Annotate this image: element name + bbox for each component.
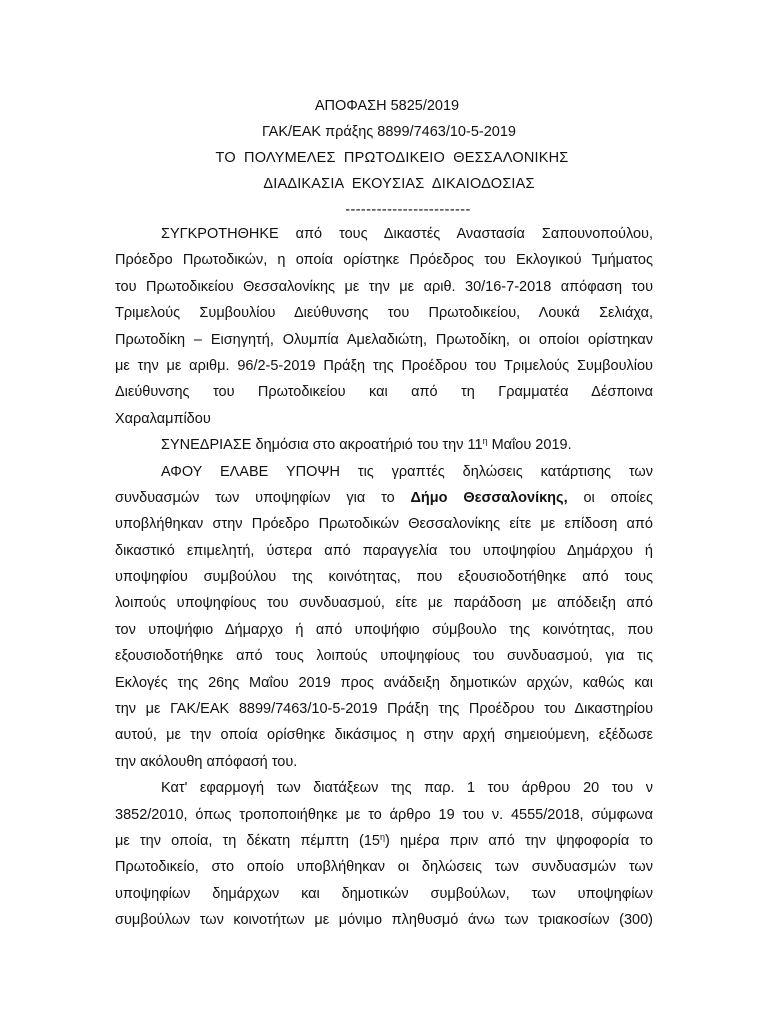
ordinal-superscript: η [482, 436, 488, 447]
text-line: ΣΥΓΚΡΟΤΗΘΗΚΕ από τους Δικαστές Αναστασία Σαπουνοπούλου, [161, 226, 653, 242]
text-line: Εκλογές της 26ης Μαΐου 2019 προς ανάδειξη δημοτικών αρχών, καθώς και [115, 674, 653, 691]
text-fragment: ) ημέρα πριν από την ψηφοφορία το [385, 832, 653, 849]
text-line: Κατ' εφαρμογή των διατάξεων της παρ. 1 του άρθρου 20 του ν [161, 780, 653, 797]
text-line: υποψηφίων δημάρχων και δημοτικών συμβούλων, των υποψηφίων [115, 885, 653, 902]
session-date: Μαΐου 2019. [487, 437, 572, 454]
text-line: Χαραλαμπίδου [115, 410, 211, 427]
text-line: Πρωτοδικείο, στο οποίο υποβλήθηκαν οι δηλώσεις των συνδυασμών των [115, 859, 653, 876]
document-body [115, 221, 653, 934]
text-line: δικαστικό επιμελητή, ύστερα από παραγγελία του υποψηφίου Δημάρχου ή [115, 542, 653, 559]
text-line: με την με αριθμ. 96/2-5-2019 Πράξη της Προέδρου του Τριμελούς Συμβουλίου [115, 357, 653, 374]
ordinal-superscript: η [380, 831, 386, 842]
procedure-type: ΔΙΑΔΙΚΑΣΙΑ ΕΚΟΥΣΙΑΣ ΔΙΚΑΙΟΔΟΣΙΑΣ [263, 176, 535, 192]
text-fragment: με την οποία, τη δέκατη πέμπτη (15 [115, 832, 380, 849]
text-line [115, 485, 653, 511]
decision-number: ΑΠΟΦΑΣΗ 5825/2019 [314, 98, 460, 114]
session-text: ΣΥΝΕΔΡΙΑΣΕ δημόσια στο ακροατήριό του την 11 [161, 437, 483, 454]
text-line: λοιπούς υποψηφίους του συνδυασμού, είτε με παράδοση με απόδειξη από [115, 595, 653, 612]
text-line: 3852/2010, όπως τροποποιήθηκε με το άρθρο 19 του ν. 4555/2018, σύμφωνα [115, 806, 653, 823]
text-line: την με ΓΑΚ/ΕΑΚ 8899/7463/10-5-2019 Πράξη της Προέδρου του Δικαστηρίου [115, 701, 653, 718]
text-fragment: οι οποίες [567, 489, 653, 506]
text-line: την ακόλουθη απόφασή του. [115, 753, 298, 770]
text-line: υποψηφίου συμβούλου της κοινότητας, που εξουσιοδοτήθηκε από τους [115, 569, 653, 586]
text-fragment: συνδυασμών των υποψηφίων για το [115, 489, 411, 506]
session-line [115, 432, 653, 458]
municipality-name: Δήμο Θεσσαλονίκης, [410, 489, 568, 506]
text-line: Πρόεδρο Πρωτοδικών, η οποία ορίστηκε Πρόεδρος του Εκλογικού Τμήματος [115, 252, 653, 269]
gak-reference: ΓΑΚ/ΕΑΚ πράξης 8899/7463/10-5-2019 [262, 124, 516, 140]
header-separator: ------------------------ [345, 202, 471, 218]
text-line [115, 828, 653, 854]
text-line: Διεύθυνσης του Πρωτοδικείου και από τη Γραμματέα Δέσποινα [115, 384, 653, 401]
text-line: ΑΦΟΥ ΕΛΑΒΕ ΥΠΟΨΗ τις γραπτές δηλώσεις κατάρτισης των [161, 463, 653, 480]
text-line: Τριμελούς Συμβουλίου Διεύθυνσης του Πρωτοδικείου, Λουκά Σελιάχα, [115, 305, 653, 322]
text-line: τον υποψήφιο Δήμαρχο ή από υποψήφιο σύμβουλο της κοινότητας, που [115, 621, 653, 638]
text-line: εξουσιοδοτήθηκε από τους λοιπούς υποψηφίους του συνδυασμού, για τις [115, 648, 653, 665]
text-line: Πρωτοδίκη – Εισηγητή, Ολυμπία Αμελαδιώτη, Πρωτοδίκη, οι οποίοι ορίστηκαν [115, 331, 653, 348]
text-line: του Πρωτοδικείου Θεσσαλονίκης με την με αριθ. 30/16-7-2018 απόφαση του [115, 278, 653, 295]
document-header [0, 93, 768, 223]
text-line: αυτού, με την οποία ορίσθηκε δικάσιμος η στην αρχή σημειούμενη, εξέδωσε [115, 727, 653, 744]
text-line: υποβλήθηκαν στην Πρόεδρο Πρωτοδικών Θεσσαλονίκης είτε με επίδοση από [115, 516, 653, 533]
court-name: ΤΟ ΠΟΛΥΜΕΛΕΣ ΠΡΩΤΟΔΙΚΕΙΟ ΘΕΣΣΑΛΟΝΙΚΗΣ [215, 150, 569, 166]
text-line: συμβούλων των κοινοτήτων με μόνιμο πληθυσμό άνω των τριακοσίων (300) [115, 912, 653, 929]
